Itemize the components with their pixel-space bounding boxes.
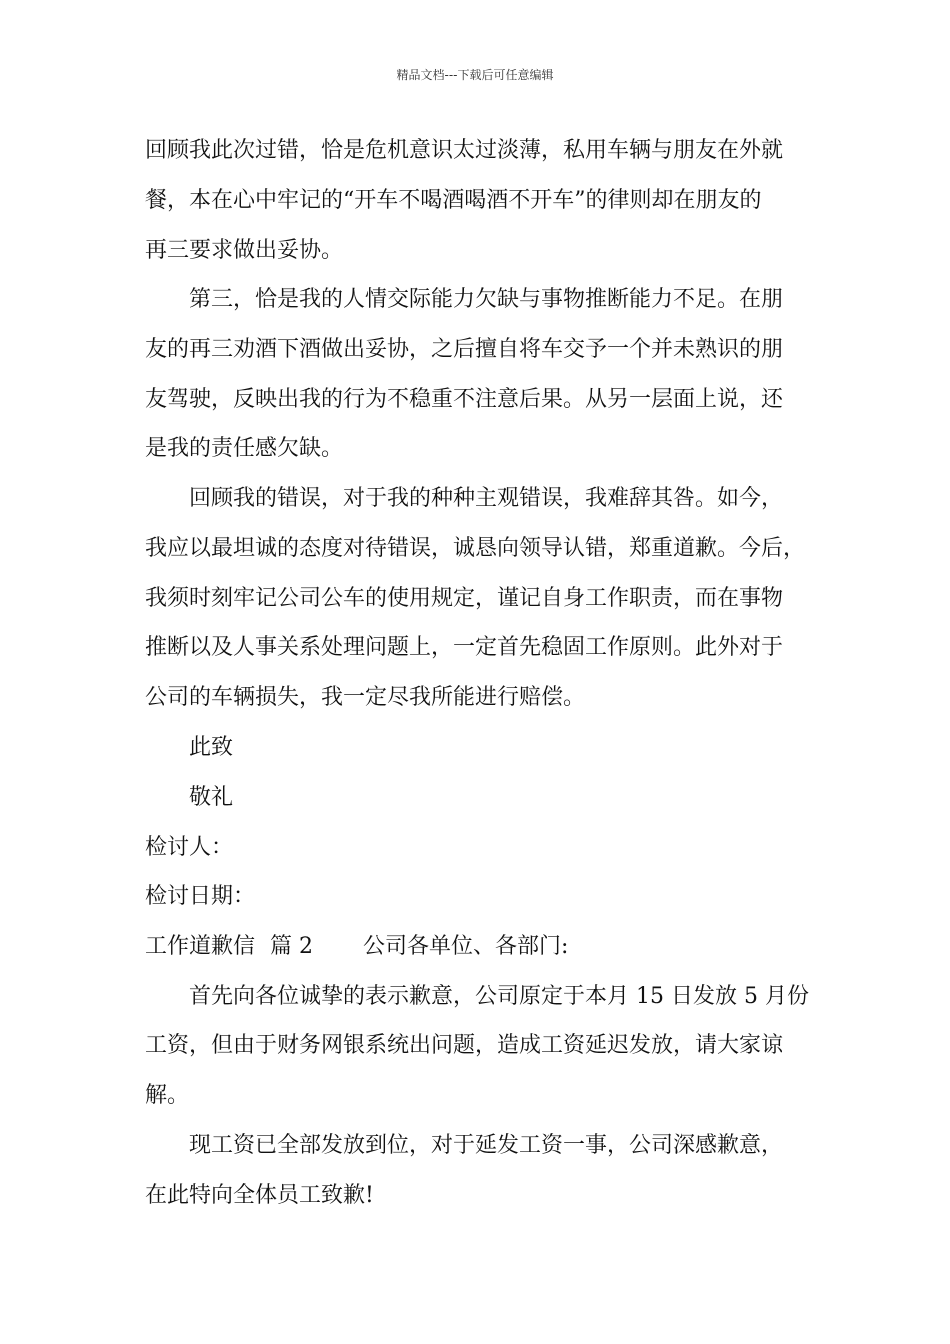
section-heading bbox=[145, 932, 568, 962]
paragraph-start: 回顾我的错误，对于我的种种主观错误，我难辞其咎。如今， bbox=[189, 486, 784, 511]
body-line: 友的再三劝酒下酒做出妥协，之后擅自将车交予一个并未熟识的朋 bbox=[145, 337, 784, 362]
body-line: 我应以最坦诚的态度对待错误，诚恳向领导认错，郑重道歉。今后， bbox=[145, 536, 806, 561]
body-line: 餐，本在心中牢记的“开车不喝酒喝酒不开车”的律则却在朋友的 bbox=[145, 188, 762, 213]
body-line: 推断以及人事关系处理问题上，一定首先稳固工作原则。此外对于 bbox=[145, 635, 784, 660]
body-line: 我须时刻牢记公司公车的使用规定，谨记自身工作职责，而在事物 bbox=[145, 586, 784, 611]
recipient: 公司各单位、各部门: bbox=[363, 934, 569, 959]
paragraph-start: 第三，恰是我的人情交际能力欠缺与事物推断能力不足。在朋 bbox=[189, 287, 784, 312]
body-line: 是我的责任感欠缺。 bbox=[145, 436, 344, 461]
section-number: 篇 2 bbox=[270, 934, 314, 959]
paragraph-start: 首先向各位诚挚的表示歉意，公司原定于本月 15 日发放 5 月份 bbox=[189, 984, 809, 1009]
body-line: 工资，但由于财务网银系统出问题，造成工资延迟发放，请大家谅 bbox=[145, 1033, 784, 1058]
body-line: 友驾驶，反映出我的行为不稳重不注意后果。从另一层面上说，还 bbox=[145, 387, 784, 412]
body-line: 回顾我此次过错，恰是危机意识太过淡薄，私用车辆与朋友在外就 bbox=[145, 138, 784, 163]
body-line: 解。 bbox=[145, 1083, 190, 1108]
signer-label: 检讨人： bbox=[145, 835, 234, 860]
page-header: 精品文档---下载后可任意编辑 bbox=[396, 68, 554, 82]
date-label: 检讨日期： bbox=[145, 884, 256, 909]
paragraph-start: 现工资已全部发放到位，对于延发工资一事，公司深感歉意， bbox=[189, 1133, 784, 1158]
closing-regards: 敬礼 bbox=[189, 785, 234, 810]
closing-salutation: 此致 bbox=[189, 735, 234, 760]
body-line: 公司的车辆损失，我一定尽我所能进行赔偿。 bbox=[145, 685, 586, 710]
body-line: 在此特向全体员工致歉! bbox=[145, 1183, 374, 1208]
section-title: 工作道歉信 bbox=[145, 934, 256, 959]
body-line: 再三要求做出妥协。 bbox=[145, 238, 344, 263]
